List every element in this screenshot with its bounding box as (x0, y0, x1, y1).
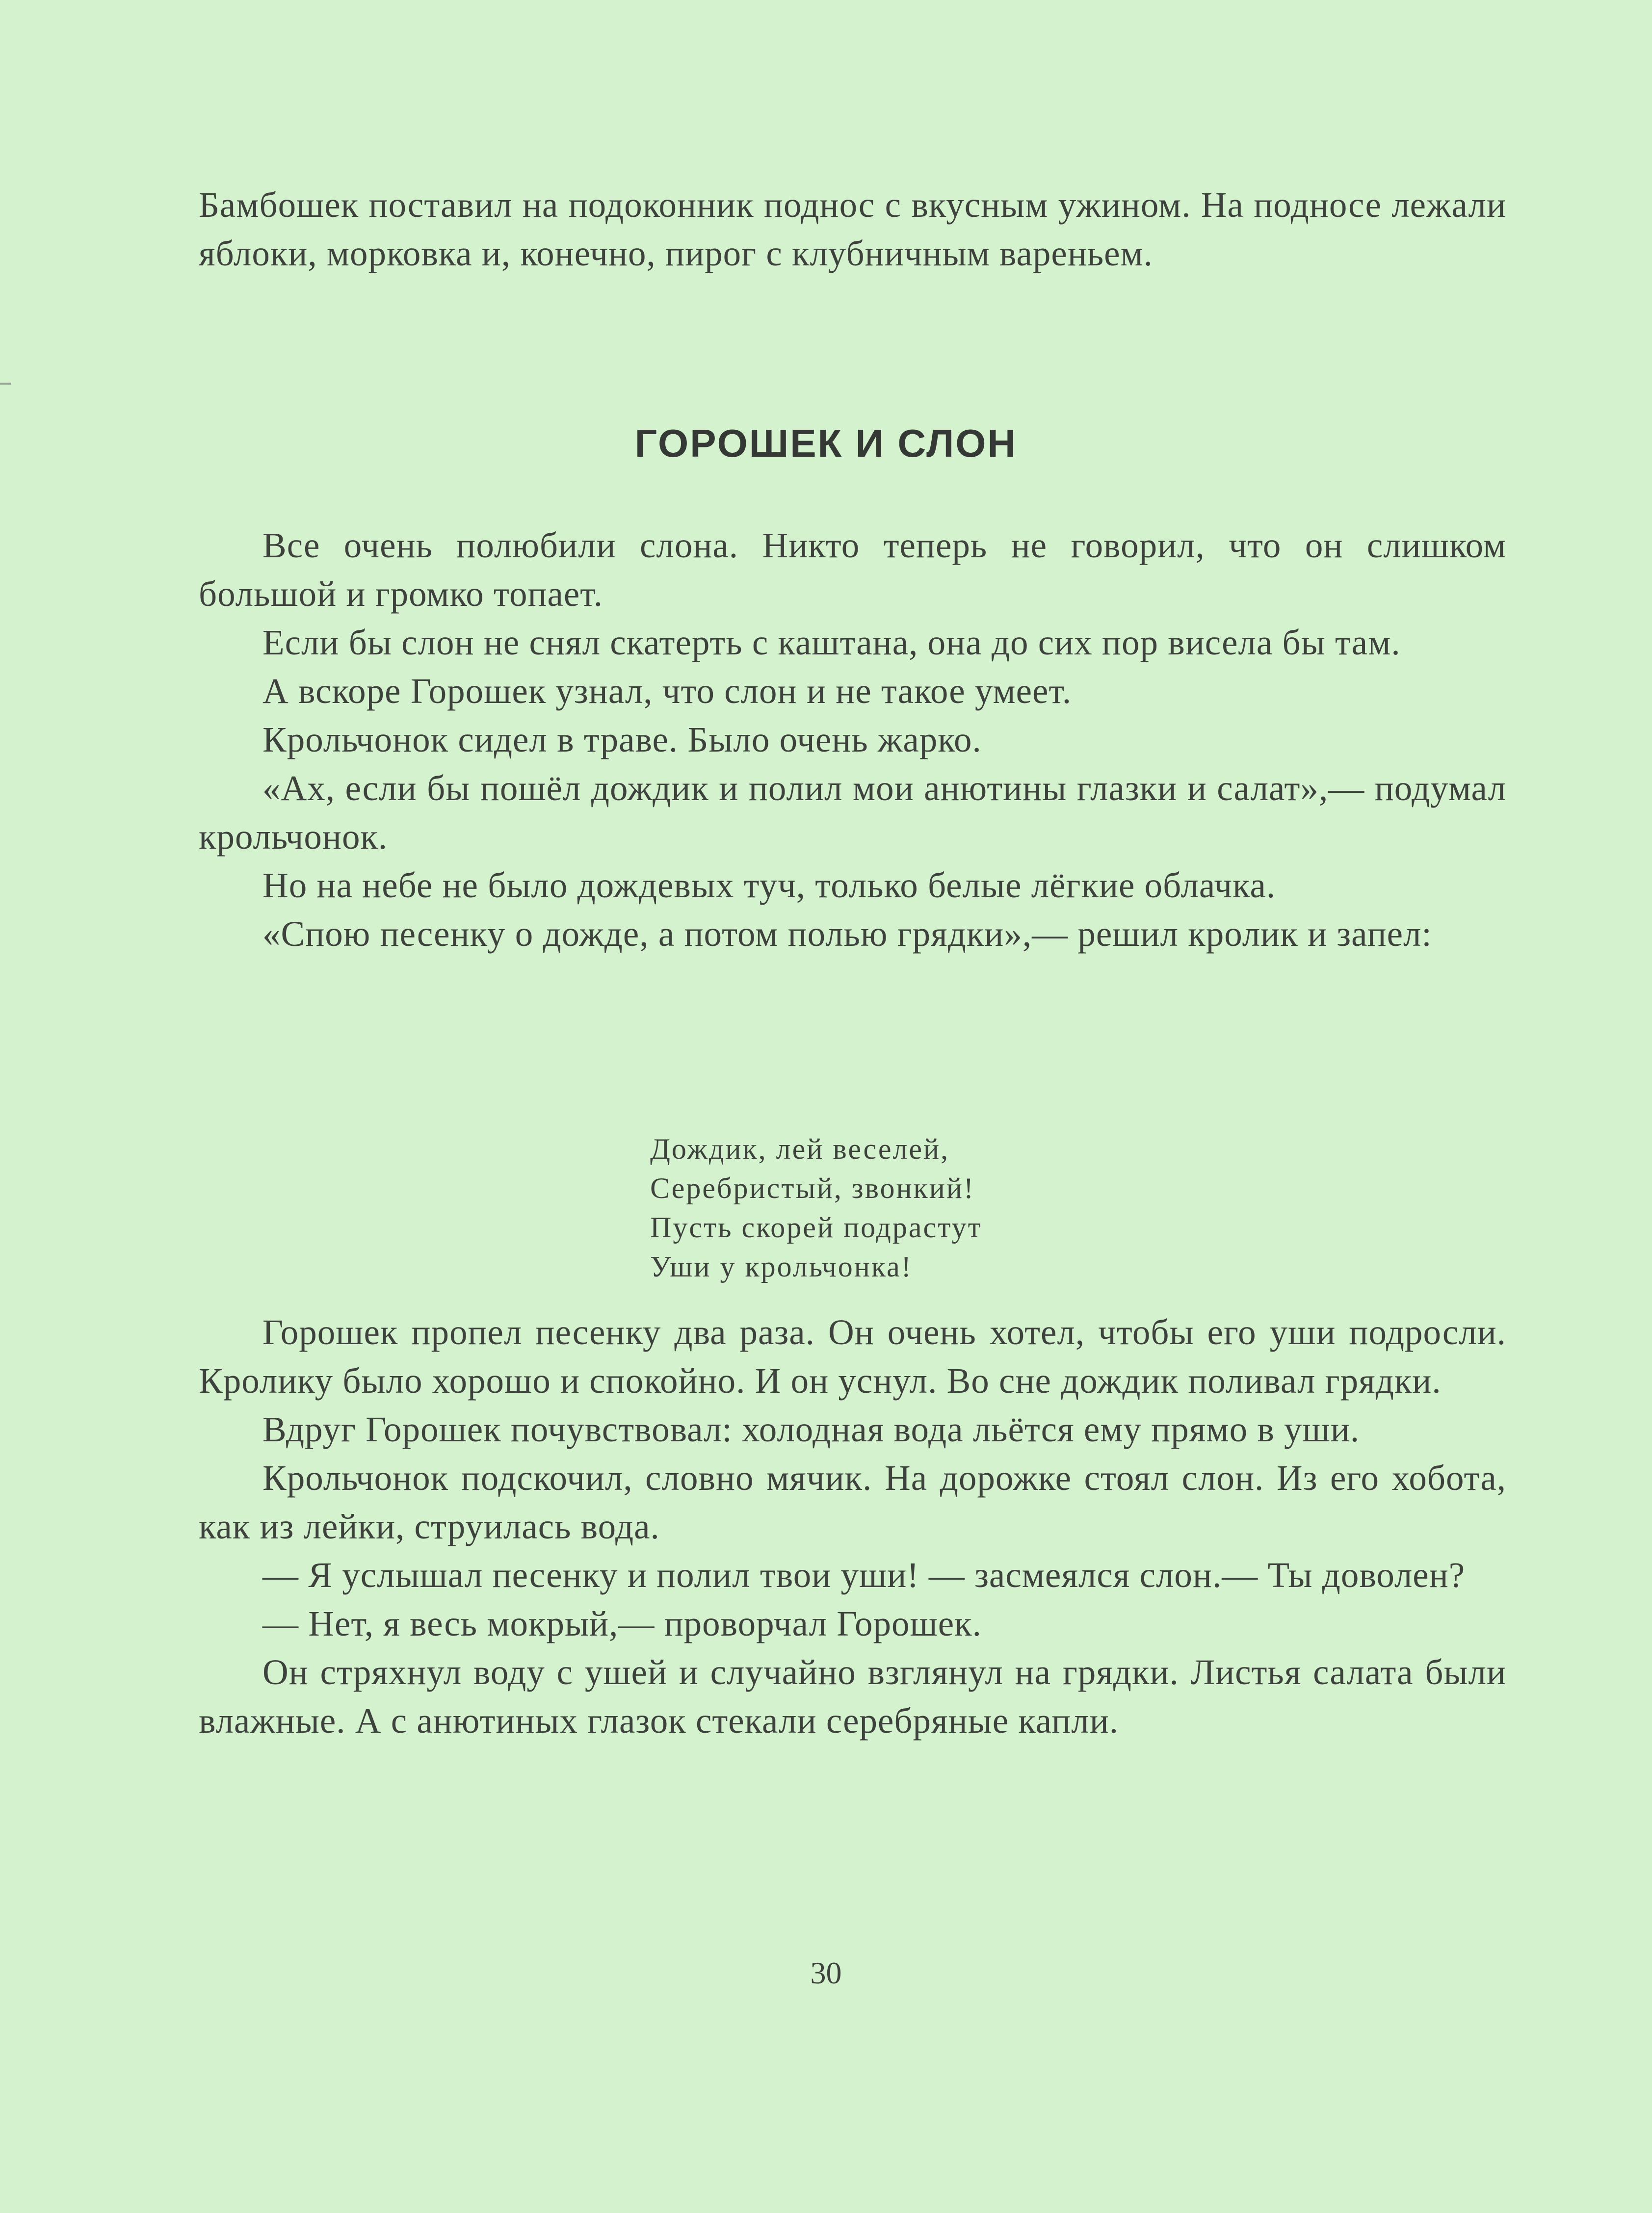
poem-line: Дождик, лей веселей, (650, 1133, 950, 1165)
story-text-after-poem (199, 1308, 1506, 1745)
paragraph: Если бы слон не снял скатерть с каштана, она до сих пор висела бы там. (262, 623, 1401, 662)
paragraph: Все очень полюбили слона. Никто теперь не говорил, что он слишком большой и громко топает. (199, 525, 1506, 614)
chapter-title: ГОРОШЕК И СЛОН (634, 421, 1018, 465)
paragraph: Вдруг Горошек почувствовал: холодная вода льётся ему прямо в уши. (262, 1409, 1360, 1449)
paragraph: «Ах, если бы пошёл дождик и полил мои анютины глазки и салат»,— подумал крольчонок. (199, 768, 1506, 857)
poem (650, 1129, 982, 1286)
dialogue-paragraph: — Нет, я весь мокрый,— проворчал Горошек. (262, 1604, 982, 1643)
intro-paragraph: Бамбошек поставил на подоконник поднос с вкусным ужином. На подносе лежали яблоки, морковка и, конечно, пирог с клубничным вареньем. (199, 185, 1506, 273)
poem-line: Уши у крольчонка! (650, 1250, 913, 1283)
page-edge-mark (0, 383, 11, 385)
poem-line: Серебристый, звонкий! (650, 1172, 975, 1204)
paragraph: А вскоре Горошек узнал, что слон и не такое умеет. (262, 671, 1072, 711)
dialogue-paragraph: — Я услышал песенку и полил твои уши! — засмеялся слон.— Ты доволен? (262, 1555, 1466, 1595)
paragraph: Он стряхнул воду с ушей и случайно взглянул на грядки. Листья салата были влажные. А с анютиных глазок стекали серебряные капли. (199, 1652, 1506, 1741)
paragraph: Крольчонок сидел в траве. Было очень жарко. (262, 720, 982, 759)
paragraph: «Спою песенку о дожде, а потом полью грядки»,— решил кролик и запел: (262, 914, 1432, 954)
poem-line: Пусть скорей подрастут (650, 1211, 982, 1244)
page-number: 30 (810, 1955, 842, 1990)
paragraph: Крольчонок подскочил, словно мячик. На дорожке стоял слон. Из его хобота, как из лейки, струилась вода. (199, 1458, 1506, 1546)
paragraph: Но на небе не было дождевых туч, только белые лёгкие облачка. (262, 865, 1276, 905)
story-text-before-poem (199, 521, 1506, 958)
paragraph: Горошек пропел песенку два раза. Он очень хотел, чтобы его уши подросли. Кролику было хорошо и спокойно. И он уснул. Во сне дождик поливал грядки. (199, 1312, 1506, 1401)
intro-block (199, 181, 1506, 278)
